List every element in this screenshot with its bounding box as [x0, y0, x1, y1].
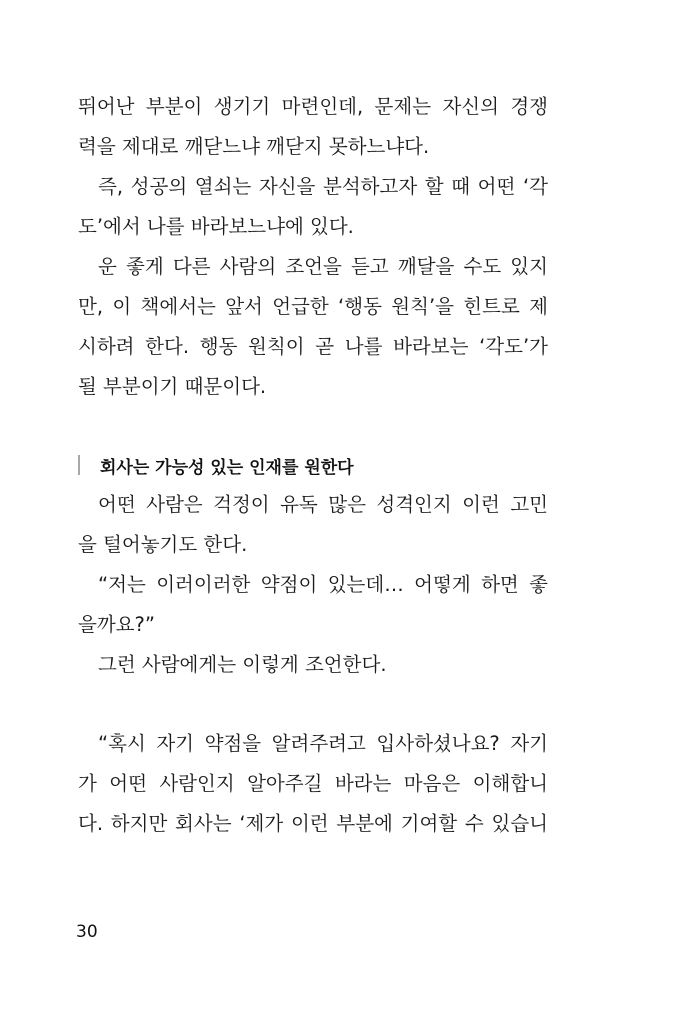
body-line: “혹시 자기 약점을 알려주려고 입사하셨나요? 자기 [98, 732, 548, 755]
body-line: 운 좋게 다른 사람의 조언을 듣고 깨달을 수도 있지 [98, 255, 548, 278]
body-line: “저는 이러이러한 약점이 있는데… 어떻게 하면 좋 [98, 573, 548, 596]
page-number: 30 [76, 922, 98, 942]
section-heading [78, 452, 354, 478]
body-line: 뛰어난 부분이 생기기 마련인데, 문제는 자신의 경쟁 [78, 95, 548, 118]
body-line: 을까요?” [78, 613, 155, 636]
body-line: 시하려 한다. 행동 원칙이 곧 나를 바라보는 ‘각도’가 [78, 335, 548, 358]
section-heading-text: 회사는 가능성 있는 인재를 원한다 [100, 457, 354, 478]
heading-bar-decoration [78, 455, 80, 475]
body-line: 력을 제대로 깨닫느냐 깨닫지 못하느냐다. [78, 135, 430, 158]
body-line: 그런 사람에게는 이렇게 조언한다. [98, 653, 387, 676]
body-line: 만, 이 책에서는 앞서 언급한 ‘행동 원칙’을 힌트로 제 [78, 295, 548, 318]
body-line: 될 부분이기 때문이다. [78, 375, 267, 398]
body-line: 가 어떤 사람인지 알아주길 바라는 마음은 이해합니 [78, 772, 548, 795]
body-line: 을 털어놓기도 한다. [78, 533, 248, 556]
body-line: 도’에서 나를 바라보느냐에 있다. [78, 215, 354, 238]
body-line: 즉, 성공의 열쇠는 자신을 분석하고자 할 때 어떤 ‘각 [98, 175, 548, 198]
body-line: 어떤 사람은 걱정이 유독 많은 성격인지 이런 고민 [98, 493, 548, 516]
body-line: 다. 하지만 회사는 ‘제가 이런 부분에 기여할 수 있습니 [78, 812, 548, 835]
